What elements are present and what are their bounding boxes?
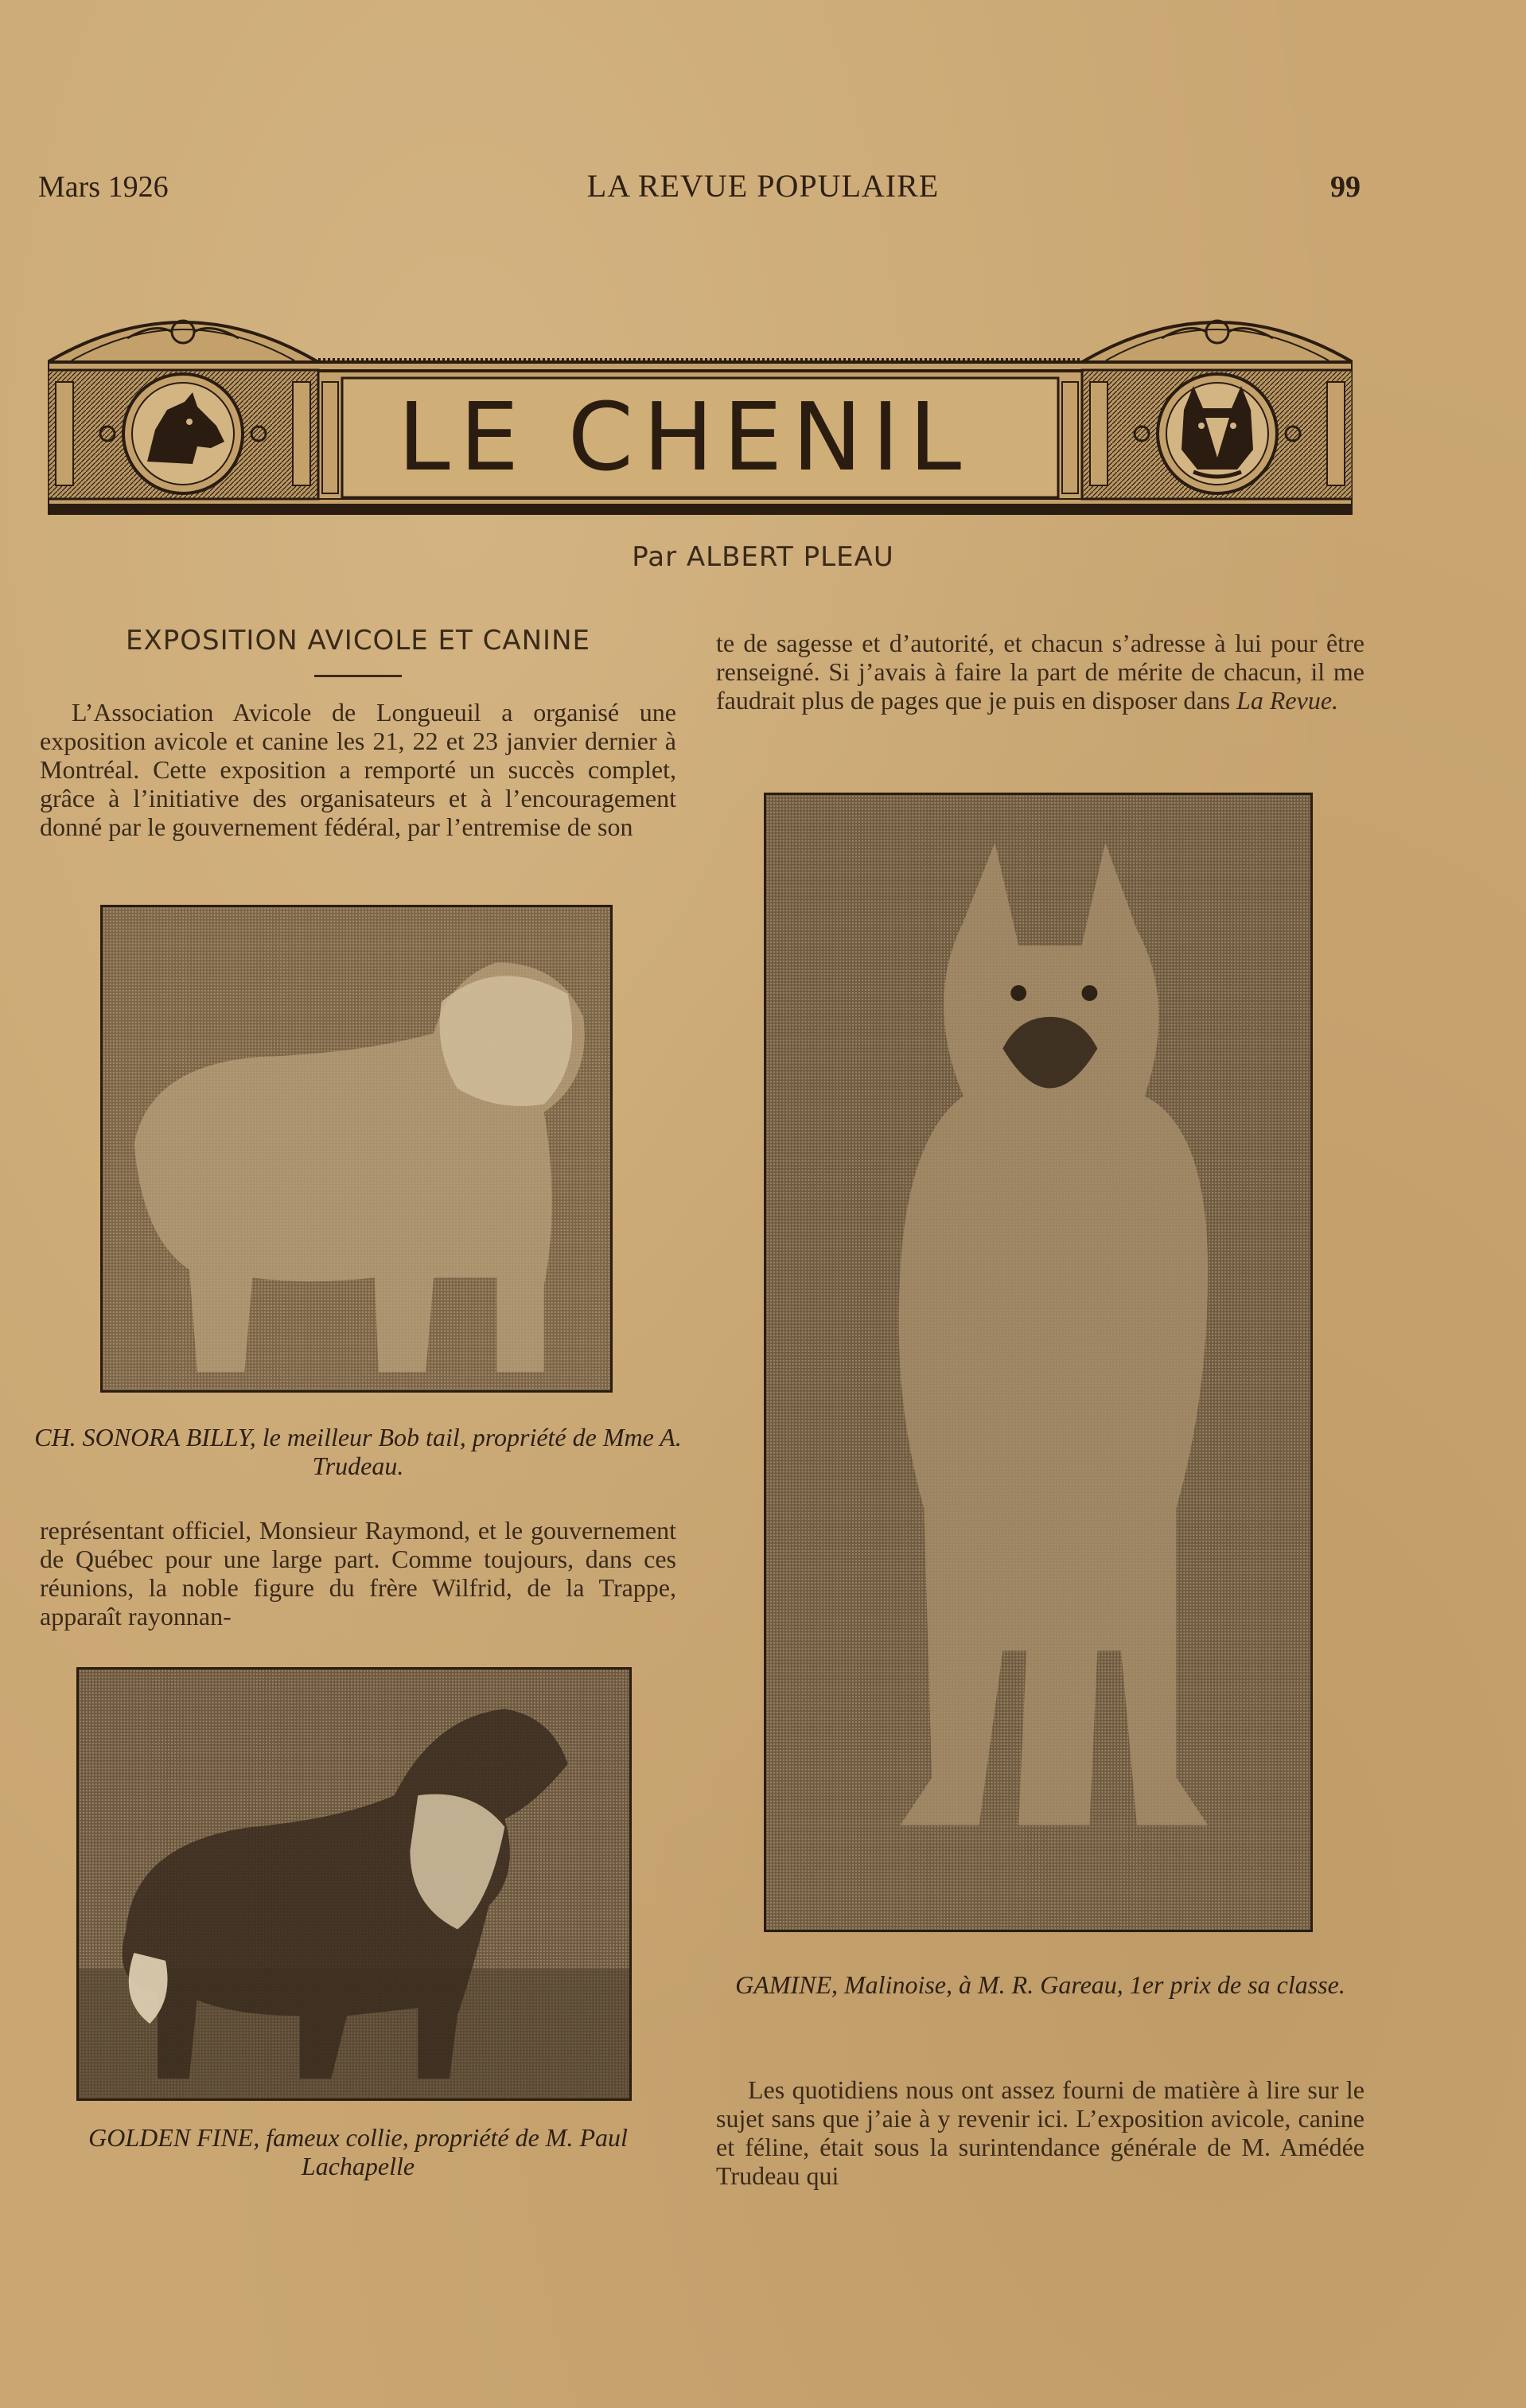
article-paragraph: Les quotidiens nous ont assez fourni de matière à lire sur le sujet sans que j’aie à y revenir ici. L’exposition avicole, canine et féline, était sous la surintendance générale de M. Amédée Trudeau qui: [716, 2075, 1364, 2190]
article-heading: EXPOSITION AVICOLE ET CANINE: [126, 625, 590, 657]
heading-rule: [314, 675, 402, 677]
paragraph-text: te de sagesse et d’autorité, et chacun s’adresse à lui pour être renseigné. Si j’avais à faire la part de mérite de chacun, il me faudrait plus de pages que je puis en disposer dans: [716, 629, 1364, 715]
page-number: 99: [1330, 170, 1361, 204]
byline: Par ALBERT PLEAU: [632, 541, 894, 573]
running-header-magazine-title: LA REVUE POPULAIRE: [586, 168, 940, 204]
photo-bobtail: [100, 905, 613, 1393]
running-header-date: Mars 1926: [38, 170, 169, 204]
photo-caption: GOLDEN FINE, fameux collie, propriété de M. Paul Lachapelle: [88, 2123, 628, 2180]
photo-caption: CH. SONORA BILLY, le meilleur Bob tail, propriété de Mme A. Trudeau.: [34, 1423, 682, 1480]
photo-malinois: [764, 793, 1313, 1932]
article-paragraph: [716, 629, 1364, 715]
article-paragraph: représentant officiel, Monsieur Raymond, et le gouvernement de Québec pour une large part. Comme toujours, dans ces réunions, la noble figure du frère Wilfrid, de la Trappe, apparaît rayonnan-: [40, 1516, 676, 1631]
photo-caption: GAMINE, Malinoise, à M. R. Gareau, 1er prix de sa classe.: [735, 1970, 1345, 1999]
magazine-name: La Revue.: [1236, 686, 1339, 715]
article-paragraph: L’Association Avicole de Longueuil a organisé une exposition avicole et canine les 21, 22 et 23 janvier dernier à Montréal. Cette exposition a remporté un succès complet, grâce à l’initiative des organisateurs et à l’encouragement donné par le gouvernement fédéral, par l’entremise de son: [40, 698, 676, 841]
photo-collie: [76, 1667, 632, 2101]
section-title: LE CHENIL: [397, 382, 971, 492]
